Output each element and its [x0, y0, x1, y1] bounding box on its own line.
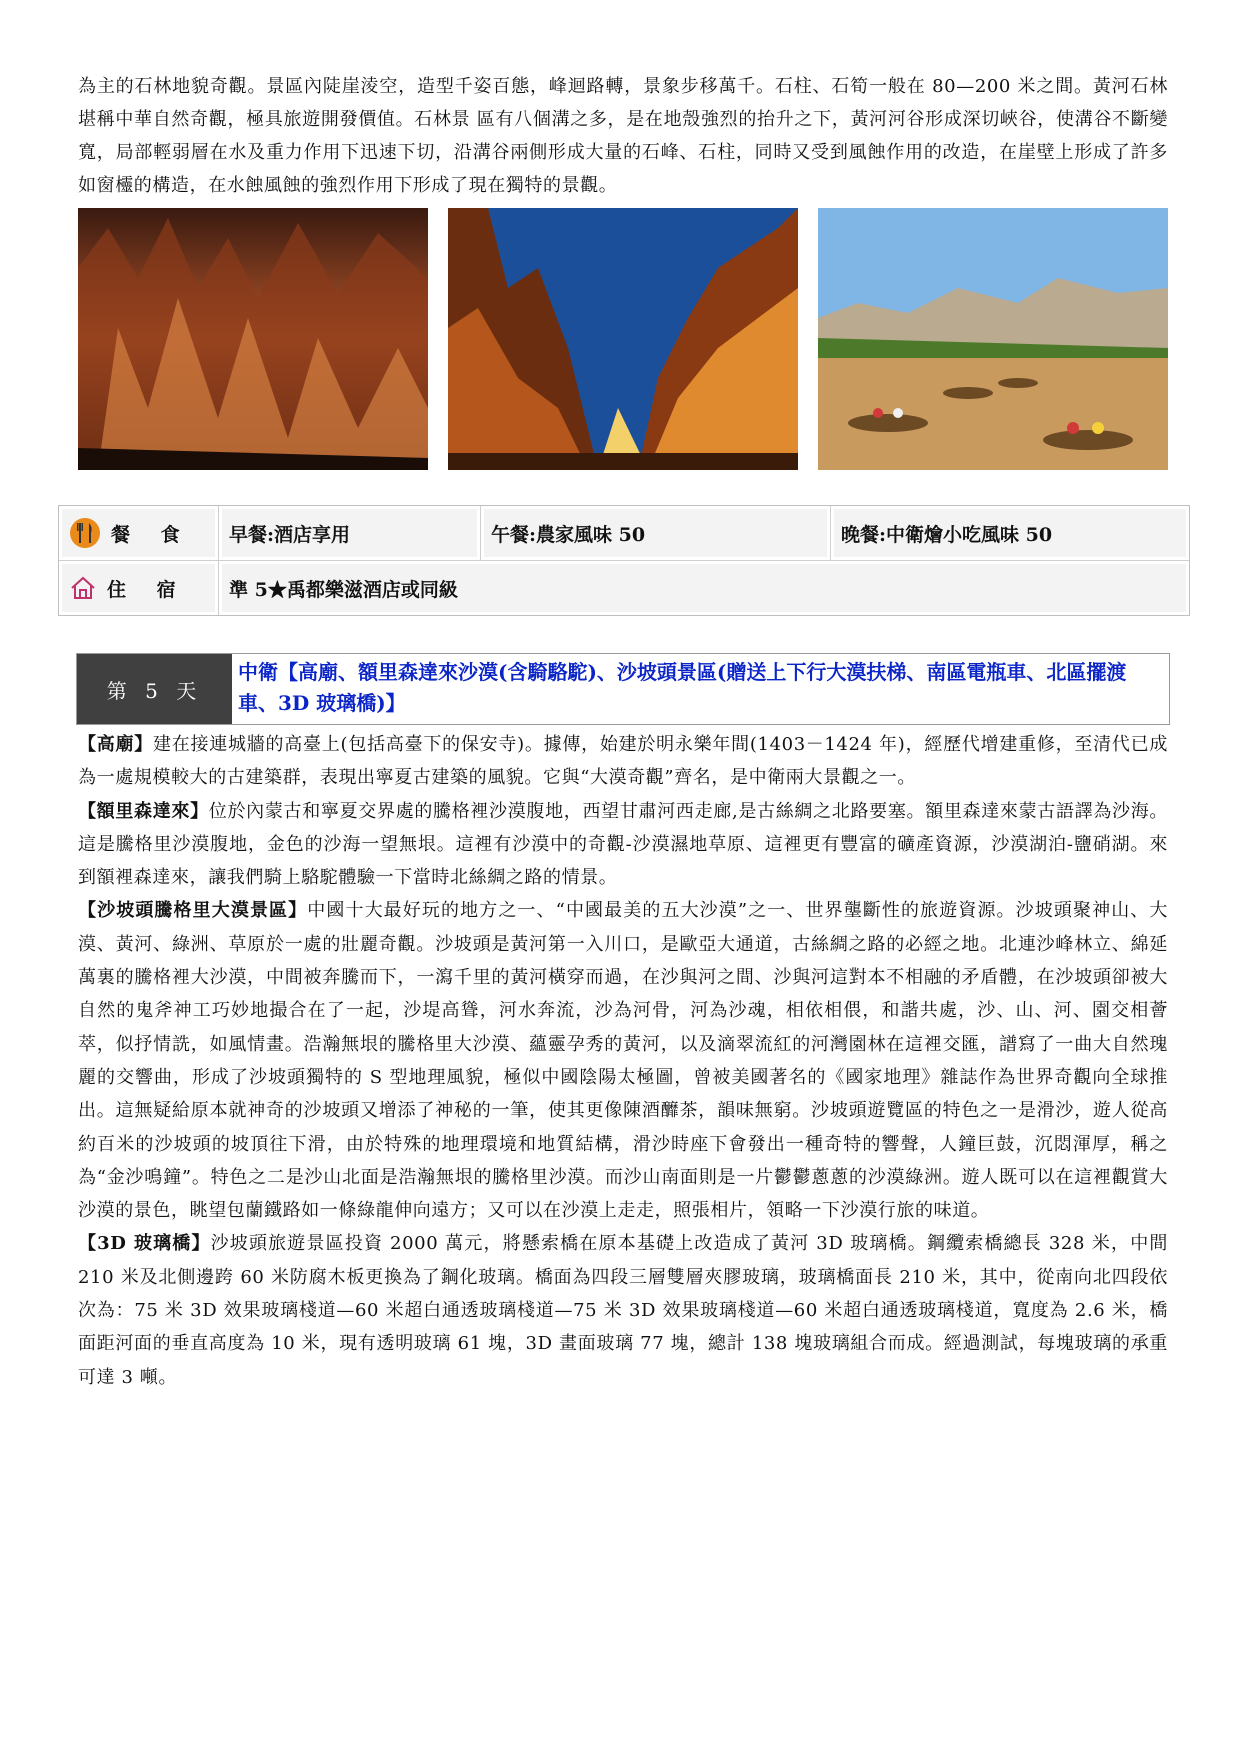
rock-forest-photo — [78, 208, 428, 470]
lodging-label: 住 宿 — [107, 578, 188, 601]
intro-block — [78, 70, 1168, 470]
section-glass-bridge — [78, 1227, 1168, 1393]
canyon-sunset-photo — [448, 208, 798, 470]
river-raft-photo — [818, 208, 1168, 470]
fork-knife-icon — [69, 517, 101, 549]
section-erlisen — [78, 795, 1168, 895]
dinner-cell: 晚餐:中衛燴小吃風味 50 — [831, 506, 1189, 560]
section-heading: 【高廟】 — [78, 734, 154, 755]
section-heading: 【3D 玻璃橋】 — [78, 1233, 211, 1255]
day-header — [76, 653, 1170, 725]
section-shapotou — [78, 894, 1168, 1227]
section-text: 位於內蒙古和寧夏交界處的騰格裡沙漠腹地，西望甘肅河西走廊,是古絲綢之北路要塞。額里森達來蒙古語譯為沙海。這是騰格里沙漠腹地，金色的沙海一望無垠。這裡有沙漠中的奇觀-沙漠濕地草原、這裡更有豐富的礦產資源，沙漠湖泊-鹽硝湖。來到額裡森達來，讓我們騎上駱駝體驗一下當時北絲綢之路的情景。 — [78, 800, 1168, 889]
section-text: 中國十大最好玩的地方之一、“中國最美的五大沙漠”之一、世界壟斷性的旅遊資源。沙坡頭聚神山、大漠、黃河、綠洲、草原於一處的壯麗奇觀。沙坡頭是黃河第一入川口，是歐亞大通道，古絲綢之路的必經之地。北連沙峰林立、綿延萬裏的騰格裡大沙漠，中間被奔騰而下，一瀉千里的黃河橫穿而過，在沙與河之間、沙與河這對本不相融的矛盾體，在沙坡頭卻被大自然的鬼斧神工巧妙地撮合在了一起，沙堤高聳，河水奔流，沙為河骨，河為沙魂，相依相偎，和諧共處，沙、山、河、園交相薈萃，似抒情詵，如風情畫。浩瀚無垠的騰格里大沙漠、蘊靈孕秀的黃河，以及滴翠流紅的河灣園林在這裡交匯，譜寫了一曲大自然瑰麗的交響曲，形成了沙坡頭獨特的 S 型地理風貌，極似中國陰陽太極圖，曾被美國著名的《國家地理》雜誌作為世界奇觀向全球推出。這無疑給原本就神奇的沙坡頭又增添了神秘的一筆，使其更像陳酒釄茶，韻味無窮。沙坡頭遊覽區的特色之一是滑沙，遊人從高約百米的沙坡頭的坡頂往下滑，由於特殊的地理環境和地質結構，滑沙時座下會發出一種奇特的響聲，人鐘巨鼓，沉悶渾厚，稱之為“金沙鳴鐘”。特色之二是沙山北面是浩瀚無垠的騰格里沙漠。而沙山南面則是一片鬱鬱蔥蔥的沙漠綠洲。遊人既可以在這裡觀賞大沙漠的景色，眺望包蘭鐵路如一條綠龍伸向遠方；又可以在沙漠上走走，照張相片，領略一下沙漠行旅的味道。 — [78, 900, 1168, 1222]
house-icon — [69, 574, 97, 602]
meals-label-cell — [59, 506, 219, 560]
meals-label: 餐 食 — [111, 523, 192, 546]
day-sections — [78, 728, 1168, 1394]
meals-row — [59, 506, 1189, 561]
section-heading: 【沙坡頭騰格里大漠景區】 — [78, 900, 308, 922]
intro-paragraph: 為主的石林地貌奇觀。景區內陡崖淩空，造型千姿百態，峰迴路轉，景象步移萬千。石柱、石筍一般在 80—200 米之間。黃河石林堪稱中華自然奇觀，極具旅遊開發價值。石林景 區有八個溝之多，是在地殼強烈的抬升之下，黃河河谷形成深切峽谷，使溝谷不斷變寬，局部輕弱層在水及重力作用下迅速下切，沿溝谷兩側形成大量的石峰、石柱，同時又受到風蝕作用的改造，在崖壁上形成了許多如窗欞的構造，在水蝕風蝕的強烈作用下形成了現在獨特的景觀。 — [78, 76, 1168, 196]
meal-lodging-table — [58, 505, 1190, 616]
section-text: 沙坡頭旅遊景區投資 2000 萬元，將懸索橋在原本基礎上改造成了黃河 3D 玻璃橋。鋼纜索橋總長 328 米，中間 210 米及北側邊跨 60 米防腐木板更換為了鋼化玻璃。橋面為四段三層雙層夾膠玻璃，玻璃橋面長 210 米，其中，從南向北四段依次為：75 米 3D 效果玻璃棧道—60 米超白通透玻璃棧道—75 米 3D 效果玻璃棧道—60 米超白通透玻璃棧道，寬度為 2.6 米，橋面距河面的垂直高度為 10 米，現有透明玻璃 61 塊，3D 畫面玻璃 77 塊，總計 138 塊玻璃組合而成。經過測試，每塊玻璃的承重可達 3 噸。 — [78, 1233, 1168, 1388]
section-heading: 【額里森達來】 — [78, 800, 209, 822]
section-text: 建在接連城牆的高臺上(包括高臺下的保安寺)。據傳，始建於明永樂年間(1403－1424 年)，經歷代增建重修，至清代已成為一處規模較大的古建築群，表現出寧夏古建築的風貌。它與“大漠奇觀”齊名，是中衛兩大景觀之一。 — [78, 734, 1168, 789]
lodging-label-cell — [59, 561, 219, 615]
lunch-cell: 午餐:農家風味 50 — [481, 506, 831, 560]
breakfast-cell: 早餐:酒店享用 — [219, 506, 481, 560]
lodging-row — [59, 561, 1189, 615]
hotel-cell: 準 5★禹都樂滋酒店或同級 — [219, 561, 1189, 615]
photo-strip — [78, 208, 1168, 470]
section-gaomiao — [78, 728, 1168, 795]
day-number: 第 5 天 — [77, 654, 232, 724]
day-title: 中衛【高廟、額里森達來沙漠(含騎駱駝)、沙坡頭景區(贈送上下行大漠扶梯、南區電瓶車、北區擺渡車、3D 玻璃橋)】 — [238, 660, 1127, 715]
